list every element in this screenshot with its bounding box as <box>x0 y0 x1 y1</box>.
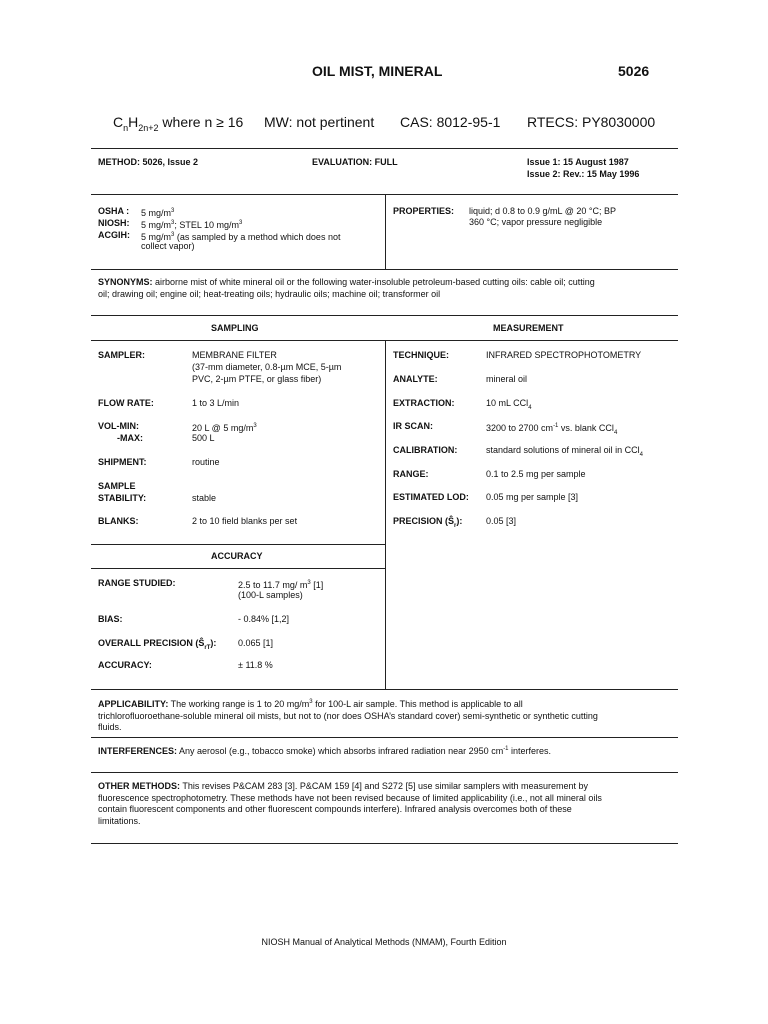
bias-label: BIAS: <box>98 614 123 624</box>
lod-value: 0.05 mg per sample [3] <box>486 492 579 502</box>
molecular-weight: MW: not pertinent <box>264 114 375 130</box>
blanks-value: 2 to 10 field blanks per set <box>192 516 298 526</box>
synonyms: SYNONYMS: airborne mist of white mineral oil or the following water-insoluble petroleum-based cutting oils: cable oil; cutting oil; drawing oil; engine oil; heat-treating oils; hydraulic oils; machine oil; transformer oil <box>98 277 595 299</box>
shipment-value: routine <box>192 457 220 467</box>
stability-label-2: STABILITY: <box>98 493 147 503</box>
acgih-value: 5 $mg/m^3$ (as sampled by a method which does not <box>141 232 341 242</box>
method-number: 5026 <box>618 63 650 79</box>
niosh-value: 5 $mg/m^3$; STEL 10 $mg/m^3$ <box>141 220 243 230</box>
technique-value: INFRARED SPECTROPHOTOMETRY <box>486 350 642 360</box>
extraction-label: EXTRACTION: <box>393 398 455 408</box>
divider <box>91 737 678 738</box>
divider <box>91 148 678 149</box>
extraction-value: 10 mL CCl$_4$ <box>486 398 532 411</box>
method-line: METHOD: 5026, Issue 2 <box>98 157 199 167</box>
accuracy-label: ACCURACY: <box>98 660 152 670</box>
divider <box>91 315 678 316</box>
analyte-label: ANALYTE: <box>393 374 438 384</box>
technique-label: TECHNIQUE: <box>393 350 449 360</box>
sampler-value-1: MEMBRANE FILTER <box>192 350 277 360</box>
properties-line-1: liquid; d 0.8 to 0.9 g/mL @ 20 °C; BP <box>469 206 616 216</box>
acgih-value-cont: collect vapor) <box>141 241 195 251</box>
overall-precision-label: OVERALL PRECISION $(Ŝ_{rT})$: <box>98 638 217 651</box>
osha-label: OSHA : <box>98 206 130 216</box>
sampling-header: SAMPLING <box>211 323 259 333</box>
range-studied-value-2: (100-L samples) <box>238 590 303 600</box>
divider <box>91 689 678 690</box>
divider <box>91 772 678 773</box>
sampler-value-2: (37-mm diameter, 0.8-µm MCE, 5-µm <box>192 362 342 372</box>
calibration-label: CALIBRATION: <box>393 445 458 455</box>
range-studied-label: RANGE STUDIED: <box>98 578 176 588</box>
divider <box>91 843 678 844</box>
precision-label: PRECISION $(Ŝ_r)$: <box>393 516 463 529</box>
issue-2: Issue 2: Rev.: 15 May 1996 <box>527 169 640 179</box>
calibration-value: standard solutions of mineral oil in CCl$_4$ <box>486 445 643 458</box>
shipment-label: SHIPMENT: <box>98 457 147 467</box>
evaluation: EVALUATION: FULL <box>312 157 398 167</box>
cas-number: CAS: 8012-95-1 <box>400 114 501 130</box>
range-studied-value: 2.5 to 11.7 mg/ $m^3$ [1] <box>238 580 324 590</box>
analyte-value: mineral oil <box>486 374 528 384</box>
blanks-label: BLANKS: <box>98 516 139 526</box>
document-title: OIL MIST, MINERAL <box>312 63 443 79</box>
vol-min-value: 20 L @ 5 $mg/m^3$ <box>192 423 257 433</box>
vol-max-label: -MAX: <box>117 433 143 443</box>
other-methods: OTHER METHODS: This revises P&CAM 283 [3]. P&CAM 159 [4] and S272 [5] use similar samplers with measurement by fluorescence spectrophotometry. These methods have not been revised because of limited applicability (i.e., not all mineral oils contain fluorescent components and other fluorescent compounds interfere). Infrared analysis overcomes both of these limitations. <box>98 781 602 826</box>
range-label: RANGE: <box>393 469 429 479</box>
osha-value: 5 $mg/m^3$ <box>141 208 175 218</box>
vol-min-label: VOL-MIN: <box>98 421 139 431</box>
overall-precision-value: 0.065 [1] <box>238 638 274 648</box>
divider <box>91 544 385 545</box>
rtecs-number: RTECS: PY8030000 <box>527 114 656 130</box>
column-divider <box>385 340 386 689</box>
lod-label: ESTIMATED LOD: <box>393 492 469 502</box>
niosh-label: NIOSH: <box>98 218 130 228</box>
issue-1: Issue 1: 15 August 1987 <box>527 157 629 167</box>
accuracy-value: ± 11.8 % <box>238 660 273 670</box>
flow-rate-value: 1 to 3 L/min <box>192 398 240 408</box>
sampler-value-3: PVC, 2-µm PTFE, or glass fiber) <box>192 374 322 384</box>
stability-value: stable <box>192 493 217 503</box>
divider <box>91 568 385 569</box>
measurement-header: MEASUREMENT <box>493 323 564 333</box>
vol-max-value: 500 L <box>192 433 215 443</box>
stability-label: SAMPLE <box>98 481 136 491</box>
acgih-label: ACGIH: <box>98 230 130 240</box>
bias-value: - 0.84% [1,2] <box>238 614 290 624</box>
range-value: 0.1 to 2.5 mg per sample <box>486 469 586 479</box>
divider <box>91 269 678 270</box>
ir-scan-label: IR SCAN: <box>393 421 433 431</box>
applicability: APPLICABILITY: The working range is 1 to 20 $mg/m^3$ for 100-L air sample. This method is applicable to all trichlorofluoroethane-soluble mineral oil mists, but not to (nor does OSHA’s standard cover) semi-synthetic or synthetic cutting fluids. <box>98 699 598 732</box>
sampler-label: SAMPLER: <box>98 350 145 360</box>
ir-scan-value: 3200 to 2700 $cm^{-1}$ vs. blank CCl$_4$ <box>486 423 618 436</box>
column-divider <box>385 194 386 269</box>
interferences: INTERFERENCES: Any aerosol (e.g., tobacco smoke) which absorbs infrared radiation near 2950 $cm^{-1}$ interferes. <box>98 746 552 756</box>
properties-line-2: 360 °C; vapor pressure negligible <box>469 217 603 227</box>
chemical-formula: $C_nH_{2n+2}$ where n ≥ 16 <box>113 114 244 133</box>
precision-value: 0.05 [3] <box>486 516 517 526</box>
page-footer: NIOSH Manual of Analytical Methods (NMAM), Fourth Edition <box>261 937 507 947</box>
accuracy-header: ACCURACY <box>211 551 263 561</box>
properties-label: PROPERTIES: <box>393 206 455 216</box>
flow-rate-label: FLOW RATE: <box>98 398 154 408</box>
